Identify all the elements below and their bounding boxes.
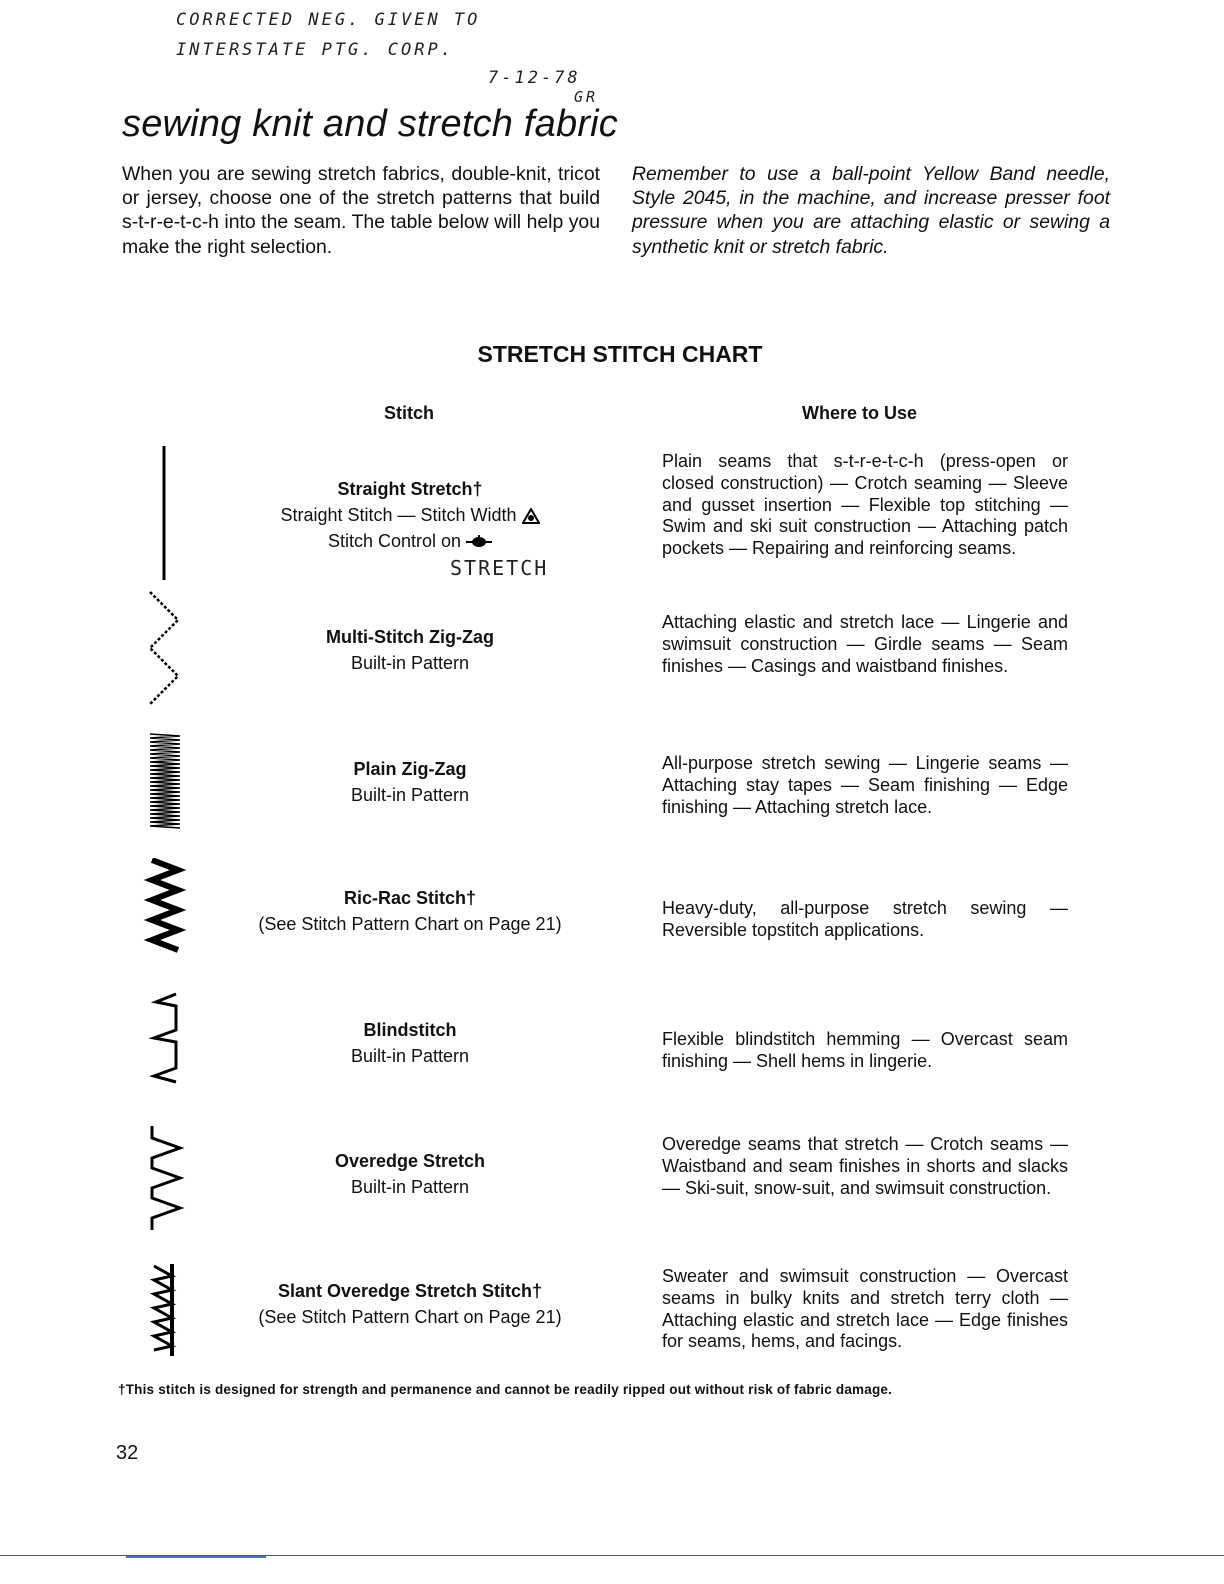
page-number: 32 <box>116 1442 139 1464</box>
stitch-name: Straight Stretch† <box>337 479 483 499</box>
where-to-use-text: Heavy-duty, all-purpose stretch sewing — Reversible topstitch applications. <box>662 898 1068 940</box>
stitch-name: Ric-Rac Stitch† <box>343 888 477 908</box>
stitch-name: Blindstitch <box>363 1020 457 1040</box>
straight-stitch-icon <box>140 446 190 582</box>
bottom-tab-marker <box>126 1556 266 1558</box>
page-title: sewing knit and stretch fabric <box>122 103 619 145</box>
overedge-stretch-icon <box>140 1124 190 1234</box>
slant-overedge-icon <box>140 1262 190 1358</box>
stitch-detail: (See Stitch Pattern Chart on Page 21) <box>258 1307 562 1327</box>
where-to-use-text: Overedge seams that stretch — Crotch seams — Waistband and seam finishes in shorts and slacks — Ski-suit, snow-suit, and swimsuit construction. <box>662 1134 1068 1198</box>
blindstitch-icon <box>140 990 190 1090</box>
stitch-detail: Built-in Pattern <box>350 785 470 805</box>
stitch-detail: Built-in Pattern <box>350 653 470 673</box>
multi-stitch-zigzag-icon <box>140 590 190 714</box>
stitch-detail: Straight Stitch — Stitch Width <box>280 505 517 525</box>
handwritten-initials: GR <box>574 88 599 106</box>
handwritten-note-line1: CORRECTED NEG. GIVEN TO <box>176 10 481 30</box>
where-to-use-text: Attaching elastic and stretch lace — Lingerie and swimsuit construction — Girdle seams — Seam finishes — Casings and waistband finishes. <box>662 612 1068 676</box>
where-to-use-text: All-purpose stretch sewing — Lingerie seams — Attaching stay tapes — Seam finishing — Edge finishing — Attaching stretch lace. <box>662 753 1068 817</box>
chart-title: STRETCH STITCH CHART <box>477 341 763 367</box>
stitch-control-stretch-icon <box>466 535 492 549</box>
stitch-name: Multi-Stitch Zig-Zag <box>326 627 494 647</box>
stitch-name: Plain Zig-Zag <box>353 759 467 779</box>
where-to-use-text: Flexible blindstitch hemming — Overcast seam finishing — Shell hems in lingerie. <box>662 1029 1068 1071</box>
handwritten-note-line2: INTERSTATE PTG. CORP. <box>176 40 454 60</box>
column-header-where-to-use: Where to Use <box>802 403 918 423</box>
intro-right-paragraph: Remember to use a ball-point Yellow Band needle, Style 2045, in the machine, and increase presser foot pressure when you are attaching elastic or sewing a synthetic knit or stretch fabric. <box>632 163 1110 258</box>
column-header-stitch: Stitch <box>384 403 435 423</box>
footnote: †This stitch is designed for strength and permanence and cannot be readily ripped out without risk of fabric damage. <box>118 1382 893 1397</box>
stitch-width-zero-icon <box>522 508 540 524</box>
handwritten-date: 7-12-78 <box>488 68 581 88</box>
stitch-name: Overedge Stretch <box>334 1151 486 1171</box>
where-to-use-text: Plain seams that s-t-r-e-t-c-h (press-open or closed construction) — Crotch seaming — Sleeve and gusset insertion — Flexible top stitching — Swim and ski suit construction — Attaching patch pockets — Repairing and reinforcing seams. <box>662 451 1068 559</box>
handwritten-stretch-note: STRETCH <box>450 556 549 580</box>
where-to-use-text: Sweater and swimsuit construction — Overcast seams in bulky knits and stretch terry cloth — Attaching elastic and stretch lace — Edge finishes for seams, hems, and facings. <box>662 1266 1068 1352</box>
plain-zigzag-icon <box>140 732 190 832</box>
stitch-detail: Built-in Pattern <box>350 1046 470 1066</box>
stitch-name: Slant Overedge Stretch Stitch† <box>277 1281 543 1301</box>
ric-rac-icon <box>140 858 190 958</box>
stitch-control-detail: Stitch Control on <box>327 531 462 551</box>
intro-left-paragraph: When you are sewing stretch fabrics, double-knit, tricot or jersey, choose one of the stretch patterns that build s-t-r-e-t-c-h into the seam. The table below will help you make the right selection. <box>122 163 600 258</box>
stitch-detail: Built-in Pattern <box>350 1177 470 1197</box>
stitch-detail: (See Stitch Pattern Chart on Page 21) <box>258 914 562 934</box>
